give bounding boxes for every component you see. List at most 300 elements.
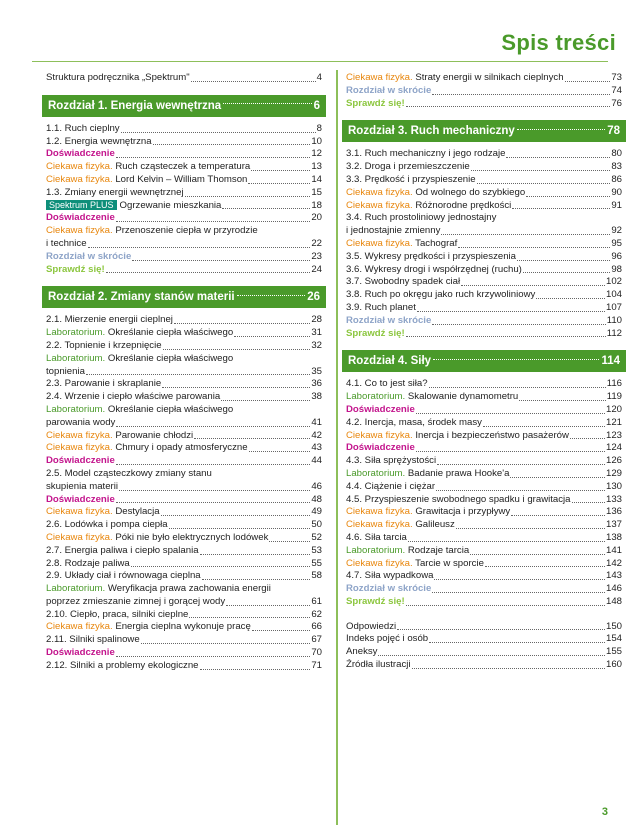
entry-page: 50 xyxy=(311,519,322,531)
toc-entry[interactable] xyxy=(46,417,322,430)
entry-label xyxy=(346,187,525,200)
entry-text: Indeks pojęć i osób xyxy=(346,633,429,645)
toc-entry[interactable] xyxy=(346,417,622,430)
toc-entry[interactable] xyxy=(46,161,322,174)
leader-dots xyxy=(222,208,310,209)
entry-text: Od wolnego do szybkiego xyxy=(412,186,526,198)
toc-entry[interactable] xyxy=(46,455,322,468)
entry-tag: Ciekawa fizyka. xyxy=(46,506,113,518)
toc-entry[interactable] xyxy=(46,596,322,609)
entry-text: Ruch cząsteczek a temperatura xyxy=(112,161,251,173)
leader-dots xyxy=(88,247,311,248)
leader-dots xyxy=(429,642,605,643)
entry-label xyxy=(346,391,518,404)
entry-tag: Doświadczenie xyxy=(346,442,415,454)
leader-dots xyxy=(200,669,311,670)
entry-label xyxy=(46,660,199,673)
entry-text: Grawitacja i przypływy xyxy=(412,506,511,518)
entry-page: 119 xyxy=(606,391,622,403)
chapter-title: Rozdział 2. Zmiany stanów materii xyxy=(48,291,235,304)
entry-label xyxy=(346,148,505,161)
leader-dots xyxy=(161,515,311,516)
leader-dots xyxy=(234,336,310,337)
entry-label xyxy=(46,621,251,634)
entry-text: 4.1. Co to jest siła? xyxy=(346,378,428,390)
entry-page: 86 xyxy=(611,173,622,185)
entry-text: 2.2. Topnienie i krzepnięcie xyxy=(46,339,162,351)
toc-entry[interactable] xyxy=(346,378,622,391)
toc-entry[interactable] xyxy=(46,264,322,277)
toc-entry[interactable] xyxy=(46,570,322,583)
leader-dots xyxy=(512,208,610,209)
toc-entry[interactable] xyxy=(346,391,622,404)
chapter-title: Rozdział 3. Ruch mechaniczny xyxy=(348,125,515,138)
entry-tag: Doświadczenie xyxy=(46,647,115,659)
entry-text: 4.2. Inercja, masa, środek masy xyxy=(346,416,482,428)
entry-label xyxy=(46,366,85,379)
entry-label xyxy=(46,455,115,468)
entry-text: Struktura podręcznika „Spektrum" xyxy=(46,72,190,83)
entry-label xyxy=(46,174,247,187)
entry-label xyxy=(46,570,201,583)
leader-dots xyxy=(437,464,605,465)
toc-entry[interactable] xyxy=(46,442,322,455)
toc-entry[interactable] xyxy=(346,174,622,187)
entry-tag: Doświadczenie xyxy=(46,493,115,505)
entry-label xyxy=(46,136,152,149)
leader-dots xyxy=(223,103,311,104)
entry-tag: Doświadczenie xyxy=(46,455,115,467)
entry-label xyxy=(346,519,455,532)
entry-text: 3.7. Swobodny spadek ciał xyxy=(346,276,461,288)
entry-text: Chmury i opady atmosferyczne xyxy=(112,442,248,454)
leader-dots xyxy=(221,400,310,401)
entry-tag: Spektrum PLUS xyxy=(46,200,117,210)
entry-label xyxy=(46,314,173,327)
entry-label xyxy=(46,199,221,213)
toc-entry[interactable] xyxy=(46,327,322,340)
entry-text: 2.10. Ciepło, praca, silniki cieplne xyxy=(46,608,189,620)
toc-entry[interactable] xyxy=(346,570,622,583)
entry-page: 141 xyxy=(605,544,622,556)
entry-tag: Rozdział w skrócie xyxy=(346,84,432,96)
entry-tag: Doświadczenie xyxy=(46,148,115,160)
entry-label xyxy=(46,468,212,481)
entry-page: 46 xyxy=(311,480,322,492)
toc-entry[interactable] xyxy=(46,545,322,558)
toc-entry[interactable] xyxy=(346,302,622,315)
toc-entry[interactable] xyxy=(346,494,622,507)
leader-dots xyxy=(485,566,605,567)
toc-entry[interactable] xyxy=(346,468,622,481)
toc-entry[interactable] xyxy=(346,583,622,596)
toc-entry[interactable] xyxy=(46,136,322,149)
page-title: Spis treści xyxy=(501,30,616,55)
leader-dots xyxy=(511,515,605,516)
entry-text: skupienia materii xyxy=(46,480,118,492)
entry-text: Różnorodne prędkości xyxy=(412,199,512,211)
toc-entry[interactable] xyxy=(346,187,622,200)
toc-entry[interactable] xyxy=(46,314,322,327)
toc-entry[interactable] xyxy=(346,238,622,251)
entry-page: 12 xyxy=(311,148,322,160)
toc-entry[interactable] xyxy=(346,430,622,443)
entry-page: 49 xyxy=(311,506,322,518)
toc-entry[interactable] xyxy=(46,148,322,161)
chapter-title: Rozdział 1. Energia wewnętrzna xyxy=(48,99,222,112)
toc-entry[interactable] xyxy=(346,596,622,609)
entry-text: 1.2. Energia wewnętrzna xyxy=(46,135,152,147)
entry-label xyxy=(346,417,482,430)
toc-entry[interactable] xyxy=(346,404,622,417)
leader-dots xyxy=(121,132,316,133)
entry-text: Inercja i bezpieczeństwo pasażerów xyxy=(412,429,569,441)
toc-entry[interactable] xyxy=(46,532,322,545)
leader-dots xyxy=(106,272,311,273)
entry-page: 120 xyxy=(605,403,622,415)
entry-text: 3.3. Prędkość i przyspieszenie xyxy=(346,173,476,185)
entry-text: Określanie ciepła właściwego xyxy=(105,352,234,364)
leader-dots xyxy=(251,170,310,171)
toc-right-column xyxy=(346,72,622,672)
entry-text: Określanie ciepła właściwego xyxy=(105,403,234,415)
column-divider xyxy=(336,70,338,825)
toc-entry[interactable] xyxy=(46,609,322,622)
entry-label xyxy=(46,391,220,404)
toc-entry-line xyxy=(46,353,322,366)
entry-label xyxy=(46,161,250,174)
entry-page: 13 xyxy=(311,161,322,173)
toc-entry[interactable] xyxy=(346,506,622,519)
entry-label xyxy=(346,378,428,391)
entry-page: 107 xyxy=(605,301,622,313)
entry-page: 61 xyxy=(311,595,322,607)
leader-dots xyxy=(191,81,316,82)
leader-dots xyxy=(523,272,610,273)
entry-label xyxy=(346,545,469,558)
entry-tag: Laboratorium. xyxy=(46,327,106,339)
toc-entry[interactable] xyxy=(46,519,322,532)
toc-entry[interactable] xyxy=(346,72,622,85)
entry-page: 66 xyxy=(311,621,322,633)
entry-text: Lord Kelvin – William Thomson xyxy=(112,173,248,185)
toc-entry[interactable] xyxy=(46,123,322,136)
entry-text: 4.5. Przyspieszenie swobodnego spadku i grawitacja xyxy=(346,493,571,505)
toc-entry[interactable] xyxy=(346,161,622,174)
entry-text: Parowanie chłodzi xyxy=(112,429,194,441)
toc-entry[interactable] xyxy=(346,659,622,672)
entry-text: 1.3. Zmiany energii wewnętrznej xyxy=(46,186,184,198)
leader-dots xyxy=(416,451,605,452)
entry-tag: Ciekawa fizyka. xyxy=(346,429,413,441)
leader-dots xyxy=(116,221,311,222)
toc-entry[interactable] xyxy=(46,212,322,225)
entry-text: Źródła ilustracji xyxy=(346,659,411,671)
entry-text: 2.8. Rodzaje paliwa xyxy=(46,557,130,569)
toc-entry[interactable] xyxy=(346,85,622,98)
entry-tag: Ciekawa fizyka. xyxy=(346,506,413,518)
leader-dots xyxy=(397,629,605,630)
entry-page: 136 xyxy=(605,506,622,518)
leader-dots xyxy=(461,285,605,286)
leader-dots xyxy=(200,554,311,555)
leader-dots xyxy=(132,260,310,261)
chapter-page: 26 xyxy=(307,291,320,304)
leader-dots xyxy=(248,183,310,184)
toc-entry[interactable] xyxy=(346,519,622,532)
entry-text: poprzez zmieszanie zimnej i gorącej wody xyxy=(46,595,226,607)
leader-dots xyxy=(570,438,605,439)
toc-entry[interactable] xyxy=(346,328,622,341)
toc-entry[interactable] xyxy=(346,225,622,238)
leader-dots xyxy=(194,438,310,439)
toc-entry[interactable] xyxy=(46,174,322,187)
entry-tag: Sprawdź się! xyxy=(346,97,405,109)
toc-entry[interactable] xyxy=(46,506,322,519)
entry-label xyxy=(46,340,162,353)
entry-tag: Rozdział w skrócie xyxy=(46,250,132,262)
leader-dots xyxy=(417,311,605,312)
entry-label xyxy=(346,225,440,238)
entry-label xyxy=(346,468,509,481)
toc-entry[interactable] xyxy=(46,494,322,507)
toc-entry[interactable] xyxy=(346,276,622,289)
entry-tag: Ciekawa fizyka. xyxy=(346,199,413,211)
toc-entry[interactable] xyxy=(46,238,322,251)
entry-page: 155 xyxy=(605,646,622,658)
leader-dots xyxy=(434,579,605,580)
toc-entry[interactable] xyxy=(346,621,622,634)
entry-label xyxy=(46,506,160,519)
entry-page: 96 xyxy=(611,250,622,262)
toc-entry[interactable] xyxy=(346,558,622,571)
toc-entry[interactable] xyxy=(346,200,622,213)
entry-page: 146 xyxy=(605,583,622,595)
leader-dots xyxy=(406,336,606,337)
entry-text: Aneksy xyxy=(346,646,378,658)
entry-tag: Ciekawa fizyka. xyxy=(46,161,113,173)
entry-page: 142 xyxy=(605,557,622,569)
entry-label xyxy=(46,327,233,340)
entry-page: 62 xyxy=(311,608,322,620)
entry-page: 130 xyxy=(605,480,622,492)
toc-entry[interactable] xyxy=(46,366,322,379)
entry-page: 104 xyxy=(605,289,622,301)
entry-label xyxy=(46,430,193,443)
entry-label xyxy=(46,481,118,494)
entry-text: 4.6. Siła tarcia xyxy=(346,531,407,543)
toc-entry[interactable] xyxy=(46,430,322,443)
leader-dots xyxy=(432,94,610,95)
toc-entry[interactable] xyxy=(346,532,622,545)
entry-label xyxy=(346,98,405,111)
entry-text: parowania wody xyxy=(46,416,116,428)
toc-entry[interactable] xyxy=(46,647,322,660)
entry-tag: Ciekawa fizyka. xyxy=(46,173,113,185)
toc-entry[interactable] xyxy=(346,633,622,646)
leader-dots xyxy=(408,541,605,542)
entry-text: 2.3. Parowanie i skraplanie xyxy=(46,378,162,390)
entry-label xyxy=(346,174,476,187)
entry-page: 22 xyxy=(311,237,322,249)
chapter-page: 78 xyxy=(607,125,620,138)
toc-entry[interactable] xyxy=(46,634,322,647)
leader-dots xyxy=(433,359,599,360)
entry-label xyxy=(346,251,516,264)
entry-page: 73 xyxy=(611,72,622,83)
entry-tag: Ciekawa fizyka. xyxy=(46,531,113,543)
entry-label xyxy=(46,225,258,238)
entry-page: 143 xyxy=(605,570,622,582)
leader-dots xyxy=(162,387,310,388)
entry-label xyxy=(346,506,510,519)
toc-entry[interactable] xyxy=(346,455,622,468)
leader-dots xyxy=(406,106,611,107)
entry-page: 133 xyxy=(605,493,622,505)
leader-dots xyxy=(163,349,311,350)
toc-entry[interactable] xyxy=(46,251,322,264)
chapter-heading[interactable] xyxy=(42,95,326,117)
entry-label xyxy=(46,545,199,558)
entry-page: 4 xyxy=(316,72,322,83)
leader-dots xyxy=(116,157,311,158)
leader-dots xyxy=(456,528,605,529)
entry-tag: Sprawdź się! xyxy=(346,327,405,339)
toc-entry[interactable] xyxy=(46,558,322,571)
entry-page: 154 xyxy=(605,633,622,645)
entry-text: 2.12. Silniki a problemy ekologiczne xyxy=(46,659,199,671)
toc-entry[interactable] xyxy=(346,646,622,659)
entry-text: Przenoszenie ciepła w przyrodzie xyxy=(112,225,258,237)
entry-label xyxy=(46,442,248,455)
toc-entry-line xyxy=(46,404,322,417)
leader-dots xyxy=(116,656,311,657)
toc-gap xyxy=(346,609,622,621)
entry-text: 2.1. Mierzenie energii cieplnej xyxy=(46,314,173,326)
entry-label xyxy=(346,404,415,417)
chapter-heading[interactable] xyxy=(342,350,626,372)
leader-dots xyxy=(432,592,605,593)
entry-page: 41 xyxy=(311,416,322,428)
entry-label xyxy=(46,378,161,391)
entry-label xyxy=(346,212,496,225)
entry-text: Rodzaje tarcia xyxy=(405,544,470,556)
toc-entry[interactable] xyxy=(46,200,322,213)
toc-entry[interactable] xyxy=(46,378,322,391)
entry-text: 2.5. Model cząsteczkowy zmiany stanu xyxy=(46,467,212,479)
entry-text: 3.9. Ruch planet xyxy=(346,301,416,313)
entry-page: 138 xyxy=(605,531,622,543)
entry-text: Póki nie było elektrycznych lodówek xyxy=(112,531,269,543)
toc-entry[interactable] xyxy=(346,545,622,558)
entry-page: 53 xyxy=(311,544,322,556)
toc-entry[interactable] xyxy=(46,340,322,353)
leader-dots xyxy=(116,426,310,427)
chapter-heading[interactable] xyxy=(342,120,626,142)
entry-text: 4.7. Siła wypadkowa xyxy=(346,570,434,582)
entry-page: 42 xyxy=(311,429,322,441)
entry-page: 112 xyxy=(606,327,622,339)
entry-text: Odpowiedzi xyxy=(346,620,397,632)
entry-label xyxy=(346,621,396,634)
entry-page: 58 xyxy=(311,570,322,582)
entry-tag: Ciekawa fizyka. xyxy=(346,237,413,249)
entry-label xyxy=(346,481,435,494)
entry-page: 110 xyxy=(606,314,622,326)
toc-entry[interactable] xyxy=(346,264,622,277)
entry-label xyxy=(346,315,431,328)
toc-entry[interactable] xyxy=(346,98,622,111)
entry-tag: Laboratorium. xyxy=(46,403,106,415)
entry-label xyxy=(46,532,268,545)
toc-entry[interactable] xyxy=(346,251,622,264)
toc-entry[interactable] xyxy=(46,391,322,404)
entry-text: 3.6. Wykresy drogi i współrzędnej (ruchu) xyxy=(346,263,522,275)
leader-dots xyxy=(565,81,611,82)
entry-page: 44 xyxy=(311,455,322,467)
leader-dots xyxy=(174,323,310,324)
entry-label xyxy=(46,123,120,136)
entry-label xyxy=(346,238,457,251)
leader-dots xyxy=(252,630,311,631)
toc-entry[interactable] xyxy=(46,481,322,494)
toc-entry[interactable] xyxy=(346,442,622,455)
entry-tag: Ciekawa fizyka. xyxy=(46,621,113,633)
leader-dots xyxy=(470,554,605,555)
entry-label xyxy=(46,404,233,417)
toc-entry-line xyxy=(46,583,322,596)
entry-tag: Ciekawa fizyka. xyxy=(346,186,413,198)
toc-entry[interactable] xyxy=(346,148,622,161)
entry-label xyxy=(46,353,233,366)
entry-page: 32 xyxy=(311,339,322,351)
entry-label xyxy=(346,264,522,277)
entry-page: 15 xyxy=(311,186,322,198)
entry-text: 4.4. Ciążenie i ciężar xyxy=(346,480,436,492)
chapter-heading[interactable] xyxy=(42,286,326,308)
entry-label xyxy=(46,596,225,609)
entry-page: 35 xyxy=(311,365,322,377)
entry-label xyxy=(46,238,87,251)
toc-entry-line xyxy=(346,212,622,225)
toc-entry-line xyxy=(46,468,322,481)
entry-page: 126 xyxy=(605,455,622,467)
toc-entry[interactable] xyxy=(46,621,322,634)
entry-text: Straty energii w silnikach cieplnych xyxy=(412,72,564,83)
entry-tag: Ciekawa fizyka. xyxy=(46,442,113,454)
entry-tag: Ciekawa fizyka. xyxy=(46,225,113,237)
leader-dots xyxy=(483,426,605,427)
entry-label xyxy=(346,302,416,315)
toc-entry[interactable] xyxy=(46,72,322,85)
entry-page: 160 xyxy=(605,659,622,671)
leader-dots xyxy=(119,490,310,491)
toc-entry[interactable] xyxy=(346,315,622,328)
entry-page: 23 xyxy=(311,250,322,262)
toc-entry[interactable] xyxy=(46,660,322,673)
entry-tag: Laboratorium. xyxy=(346,391,406,403)
toc-entry[interactable] xyxy=(346,481,622,494)
leader-dots xyxy=(202,579,311,580)
toc-entry-line xyxy=(46,225,322,238)
entry-label xyxy=(346,328,405,341)
entry-page: 36 xyxy=(311,378,322,390)
entry-label xyxy=(346,72,564,85)
entry-label xyxy=(346,558,484,571)
toc-entry[interactable] xyxy=(346,289,622,302)
entry-label xyxy=(346,659,411,672)
chapter-page: 6 xyxy=(313,99,320,112)
